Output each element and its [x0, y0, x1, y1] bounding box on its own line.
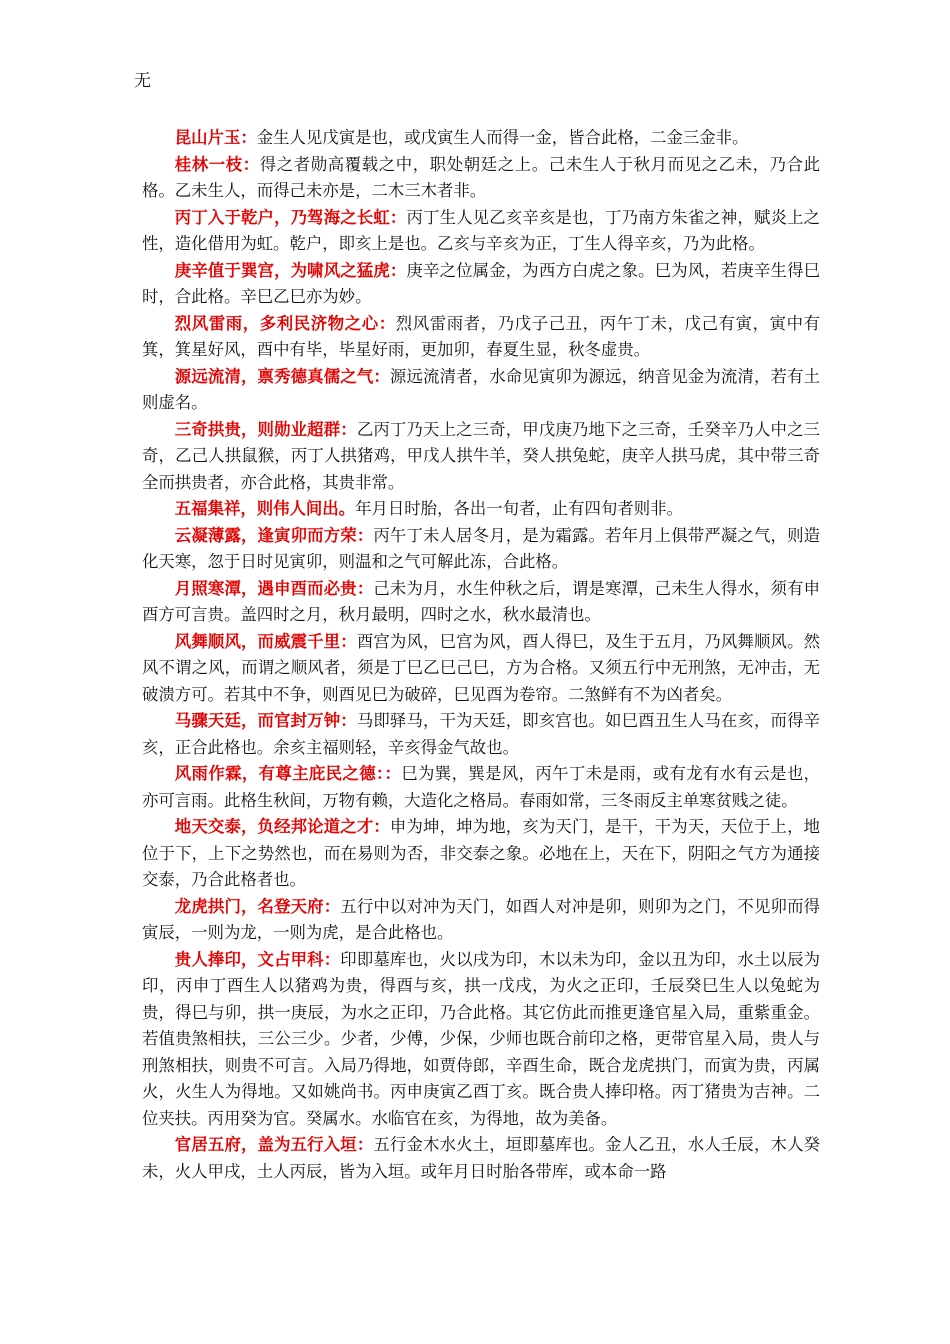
term-heading: 庚辛值于巽宫，为啸风之猛虎：: [174, 260, 407, 280]
paragraph-text: 得之者勋高覆载之中，职处朝廷之上。己未生人于秋月而见之乙未，乃合此格。乙未生人，而得己未亦是，二木三木者非。: [142, 154, 821, 200]
paragraph: [142, 708, 820, 761]
paragraph-text: 马即驿马，干为天廷，即亥宫也。如巳酉丑生人马在亥，而得辛亥，正合此格也。余亥主福则轻，辛亥得金气故也。: [142, 711, 821, 757]
paragraph: [142, 152, 820, 205]
page-header: 无: [134, 71, 151, 91]
paragraph-text: 五行中以对冲为天门，如酉人对冲是卯，则卯为之门，不见卯而得寅辰，一则为龙，一则为虎，是合此格也。: [142, 896, 821, 942]
paragraph: [142, 417, 820, 497]
paragraph-text: 五行金木水火土，垣即墓库也。金人乙丑，水人壬辰，木人癸未，火人甲戌，土人丙辰，皆为入垣。或年月日时胎各带库，或本命一路: [142, 1135, 821, 1181]
paragraph-text: 巳为巽，巽是风，丙午丁未是雨，或有龙有水有云是也，亦可言雨。此格生秋间，万物有赖，大造化之格局。春雨如常，三冬雨反主单寒贫贱之徒。: [142, 764, 820, 810]
term-heading: 官居五府，盖为五行入垣：: [174, 1135, 374, 1154]
paragraph-text: 酉宫为风，巳宫为风，酉人得巳，及生于五月，乃风舞顺风。然风不谓之风，而谓之顺风者，须是丁巳乙巳己巳，方为合格。又须五行中无刑煞，无冲击，无破溃方可。若其中不争，则酉见巳为破碎，巳见酉为卷帘。二煞鲜有不为凶者矣。: [142, 631, 821, 704]
paragraph: [142, 761, 820, 814]
term-heading: 昆山片玉：: [174, 128, 257, 147]
paragraph-text: 庚辛之位属金，为西方白虎之象。巳为风，若庚辛生得巳时，合此格。辛巳乙巳亦为妙。: [142, 260, 821, 306]
term-heading: 烈风雷雨，多利民济物之心：: [174, 313, 396, 333]
paragraph-text: 金生人见戊寅是也，或戊寅生人而得一金，皆合此格，二金三金非。: [256, 128, 749, 147]
paragraph: [142, 523, 820, 576]
term-heading: 桂林一枝：: [174, 154, 260, 174]
paragraph-text: 丙丁生人见乙亥辛亥是也，丁乃南方朱雀之神，赋炎上之性，造化借用为虹。乾户，即亥上是也。乙亥与辛亥为正，丁生人得辛亥，乃为此格。: [142, 207, 821, 253]
paragraph-text: 源远流清者，水命见寅卯为源远，纳音见金为流清，若有土则虚名。: [142, 366, 821, 412]
term-heading: 源远流清，禀秀德真儒之气：: [174, 366, 390, 386]
paragraph: [142, 629, 820, 709]
document-body: [142, 125, 820, 1185]
term-heading: 贵人捧印，文占甲科：: [174, 949, 341, 969]
paragraph: [142, 576, 820, 629]
term-heading: 龙虎拱门，名登天府：: [174, 896, 341, 916]
term-heading: 马骤天廷，而官封万钟：: [174, 711, 357, 730]
term-heading: 云凝薄露，逢寅卯而方荣：: [174, 525, 374, 545]
term-heading: 三奇拱贵，则勋业超群：: [174, 419, 357, 439]
paragraph: [142, 311, 820, 364]
term-heading: 五福集祥，则伟人间出。: [174, 499, 356, 518]
paragraph: [142, 894, 820, 947]
paragraph-text: 烈风雷雨者，乃戊子己丑，丙午丁未，戊己有寅，寅中有箕，箕星好风，酉中有毕，毕星好雨，更加卯，春夏生显，秋冬虚贵。: [142, 313, 821, 359]
paragraph: [142, 496, 820, 523]
term-heading: 月照寒潭，遇申酉而必贵：: [174, 578, 374, 598]
paragraph-text: 己未为月，水生仲秋之后，谓是寒潭，己未生人得水，须有申酉方可言贵。盖四时之月，秋月最明，四时之水，秋水最清也。: [142, 578, 821, 624]
paragraph: [142, 258, 820, 311]
paragraph-text: 乙丙丁乃天上之三奇，甲戊庚乃地下之三奇，壬癸辛乃人中之三奇，乙己人拱鼠猴，丙丁人拱猪鸡，甲戊人拱牛羊，癸人拱兔蛇，庚辛人拱马虎，其中带三奇全而拱贵者，亦合此格，其贵非常。: [142, 419, 821, 492]
term-heading: 地天交泰，负经邦论道之才：: [174, 817, 390, 836]
paragraph-text: 丙午丁未人居冬月，是为霜露。若年月上俱带严凝之气，则造化天寒，忽于日时见寅卯，则温和之气可解此冻，合此格。: [142, 525, 821, 571]
paragraph-text: 印即墓库也，火以戌为印，木以未为印，金以丑为印，水土以辰为印，丙申丁酉生人以猪鸡为贵，得酉与亥，拱一戊戌，为火之正印，壬辰癸巳生人以兔蛇为贵，得巳与卯，拱一庚辰，为水之正印，乃合此格。其它仿此而推更逢官星入局，重紫重金。若值贵煞相扶，三公三少。少者，少傅，少保，少师也既合前印之格，更带官星入局，贵人与刑煞相扶，则贵不可言。入局乃得地，如贾侍郎，辛酉生命，既合龙虎拱门，而寅为贵，丙属火，火生人为得地。又如姚尚书。丙申庚寅乙酉丁亥。既合贵人捧印格。丙丁猪贵为吉神。二位夹扶。丙用癸为官。癸属水。水临官在亥，为得地，故为美备。: [142, 949, 821, 1128]
paragraph: [142, 1132, 820, 1185]
paragraph-text: 年月日时胎，各出一旬者，止有四旬者则非。: [355, 499, 683, 518]
paragraph: [142, 814, 820, 894]
paragraph: [142, 364, 820, 417]
term-heading: 风雨作霖，有尊主庇民之德：：: [174, 764, 402, 783]
term-heading: 丙丁入于乾户，乃驾海之长虹：: [174, 207, 407, 227]
paragraph: [142, 205, 820, 258]
paragraph: [142, 125, 820, 152]
term-heading: 风舞顺风，而威震千里：: [174, 631, 357, 651]
paragraph: [142, 947, 820, 1133]
paragraph-text: 申为坤，坤为地，亥为天门，是干，干为天，天位于上，地位于下，上下之势然也，而在易则为否，非交泰之象。必地在上，天在下，阴阳之气方为通接交泰，乃合此格者也。: [142, 817, 821, 889]
